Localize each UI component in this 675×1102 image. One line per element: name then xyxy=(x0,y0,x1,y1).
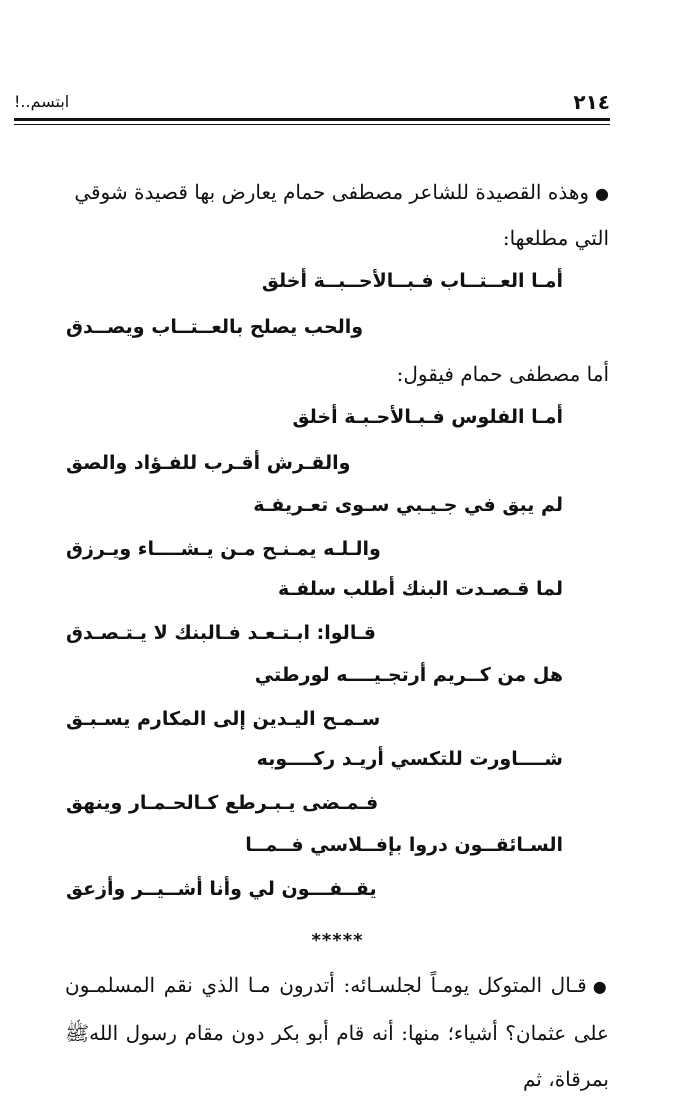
hammam-verse-1-second: والقـرش أقـرب للفـؤاد والصق xyxy=(66,452,351,474)
hammam-verse-1-first: أمـا الفلوس فـبـالأحـبـة أخلق xyxy=(292,406,563,428)
hammam-verse-6-second: يقــفـــون لي وأنا أشــيــر وأزعق xyxy=(66,878,377,900)
intro-text: وهذه القصيدة للشاعر مصطفى حمام يعارض بها قصيدة شوقي xyxy=(74,180,590,204)
hammam-verse-4-second: سـمـح اليـدين إلى المكارم يسـبـق xyxy=(66,708,381,730)
hammam-verse-3-first: لما قـصـدت البنك أطلب سلفـة xyxy=(278,578,563,600)
bullet-icon: ● xyxy=(592,977,609,996)
intro-line-1 xyxy=(65,180,609,204)
header-rule-thick xyxy=(14,118,610,121)
bullet-icon: ● xyxy=(595,184,609,203)
shawqi-verse-first: أمـا العــتــاب فـبــالأحــبــة أخلق xyxy=(261,270,563,292)
running-title: ابتسم..! xyxy=(14,92,70,111)
hammam-verse-5-first: شــــاورت للتكسي أريـد ركــــوبه xyxy=(256,748,563,770)
closing-paragraph xyxy=(65,962,609,1102)
section-separator: ***** xyxy=(311,930,364,951)
page-header xyxy=(14,90,610,118)
header-rule-thin xyxy=(14,124,610,125)
hammam-verse-2-first: لم يبق في جـيـبي سـوى تعـريفـة xyxy=(253,494,563,516)
hammam-verse-6-first: السـائقــون دروا بإفــلاسي فــمــا xyxy=(245,834,563,856)
closing-text: قـال المتوكل يومـاً لجلسـائه: أتدرون مـا الذي نقم المسلمـون على عثمان؟ أشياء؛ منها: أنه قام أبو بكر دون مقام رسول اللهﷺ بمرقاة، ثم xyxy=(65,973,609,1091)
hammam-verse-2-second: والـلـه يمـنـح مـن يـشــــاء ويـرزق xyxy=(66,538,381,560)
hammam-verse-4-first: هل من كــريم أرتجـيــــه لورطتي xyxy=(254,664,563,686)
hammam-verse-5-second: فـمـضى يـبـرطع كـالحـمـار وينهق xyxy=(66,792,379,814)
page-number: ٢١٤ xyxy=(573,90,610,114)
hammam-verse-3-second: قـالوا: ابـتـعـد فـالبنك لا يـتـصـدق xyxy=(66,622,376,644)
hammam-intro: أما مصطفى حمام فيقول: xyxy=(396,362,609,386)
intro-line-2: التي مطلعها: xyxy=(502,226,609,250)
shawqi-verse-second: والحب يصلح بالعــتــاب ويصــدق xyxy=(66,316,364,338)
